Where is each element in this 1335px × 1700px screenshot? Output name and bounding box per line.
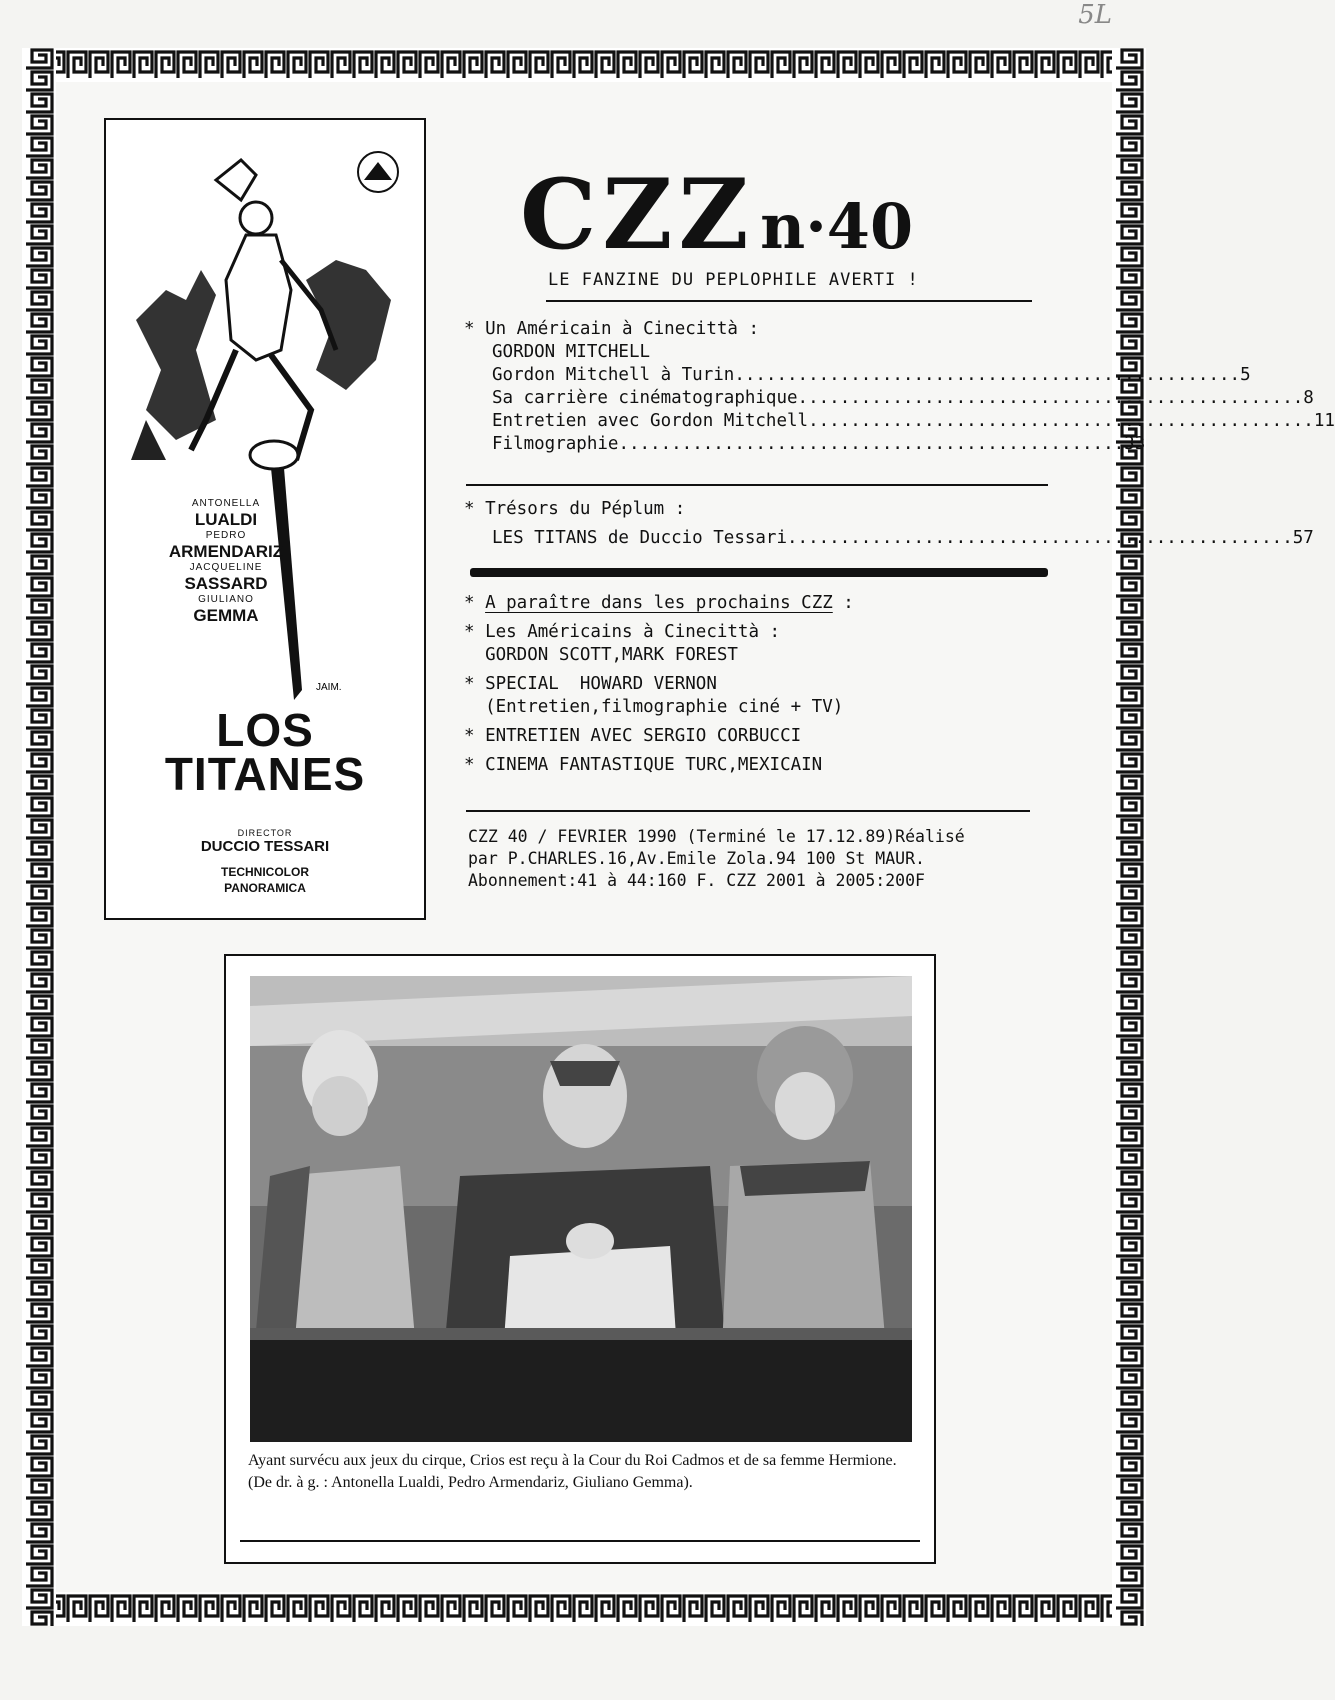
photo-caption: Ayant survécu aux jeux du cirque, Crios est reçu à la Cour du Roi Cadmos et de sa femme Hermione. (De dr. à g. : Antonella Lualdi, Pedro Armendariz, Giuliano Gemma). [248,1452,897,1491]
cast-first-name: JACQUELINE [189,562,263,573]
imprint: CZZ 40 / FEVRIER 1990 (Terminé le 17.12.89)Réalisé par P.CHARLES.16,Av.Emile Zola.94 100 St MAUR. Abonnement:41 à 44:160 F. CZZ 2001 à 2005:200F [468,827,965,890]
upcoming-line: * ENTRETIEN AVEC SERGIO CORBUCCI [464,726,802,746]
divider [546,300,1032,302]
upcoming-line: GORDON SCOTT,MARK FOREST [464,645,738,665]
cast-first-name: ANTONELLA [191,498,261,509]
movie-poster [104,118,426,920]
poster-title: LOS TITANES [164,704,366,800]
divider [466,484,1048,486]
toc-entry: Filmographie ................................................ 33 [492,434,1146,454]
greek-key-border-left [22,48,56,1626]
masthead-title: CZZ [520,158,755,271]
greek-key-border-top [22,48,1146,82]
upcoming-heading: * A paraître dans les prochains CZZ : [464,593,854,613]
upcoming-section [464,592,1054,777]
svg-text:JAIM.: JAIM. [316,682,342,693]
film-still-photo [250,976,912,1442]
cast-last-name: SASSARD [184,574,268,593]
cast-first-name: GIULIANO [198,594,254,605]
upcoming-line: * CINEMA FANTASTIQUE TURC,MEXICAIN [464,755,823,775]
thick-divider [470,568,1048,577]
masthead [520,158,913,271]
upcoming-line: (Entretien,filmographie ciné + TV) [464,697,844,717]
upcoming-line: * SPECIAL HOWARD VERNON [464,674,717,694]
cast-last-name: GEMMA [193,606,259,625]
poster-cast [146,498,306,626]
toc-section-1 [464,318,1335,456]
toc-section-2 [464,498,1314,550]
toc-heading: * Trésors du Péplum : [464,499,686,519]
caption-rule [240,1540,920,1542]
toc-subject: GORDON MITCHELL [492,342,651,362]
poster-technical: TECHNICOLOR PANORAMICA [221,865,309,895]
poster-director: DIRECTOR DUCCIO TESSARI [200,828,330,855]
cast-first-name: PEDRO [205,530,247,541]
divider [466,810,1030,812]
corner-note: 5L [1078,0,1112,30]
upcoming-line: * Les Américains à Cinecittà : [464,622,781,642]
toc-heading: * Un Américain à Cinecittà : [464,319,760,339]
toc-entry: Entretien avec Gordon Mitchell ................................................ 11 [492,411,1335,431]
greek-key-border-bottom [22,1592,1146,1626]
toc-entry: LES TITANS de Duccio Tessari ................................................ 57 [492,528,1314,548]
cast-last-name: LUALDI [194,510,258,529]
toc-entry: Sa carrière cinématographique ................................................ 8 [492,388,1314,408]
cast-last-name: ARMENDARIZ [168,542,284,561]
greek-key-border-right [1112,48,1146,1626]
masthead-issue: n·40 [760,190,914,263]
subtitle: LE FANZINE DU PEPLOPHILE AVERTI ! [548,270,919,290]
toc-entry: Gordon Mitchell à Turin ................................................ 5 [492,365,1251,385]
photo-frame [224,954,936,1564]
